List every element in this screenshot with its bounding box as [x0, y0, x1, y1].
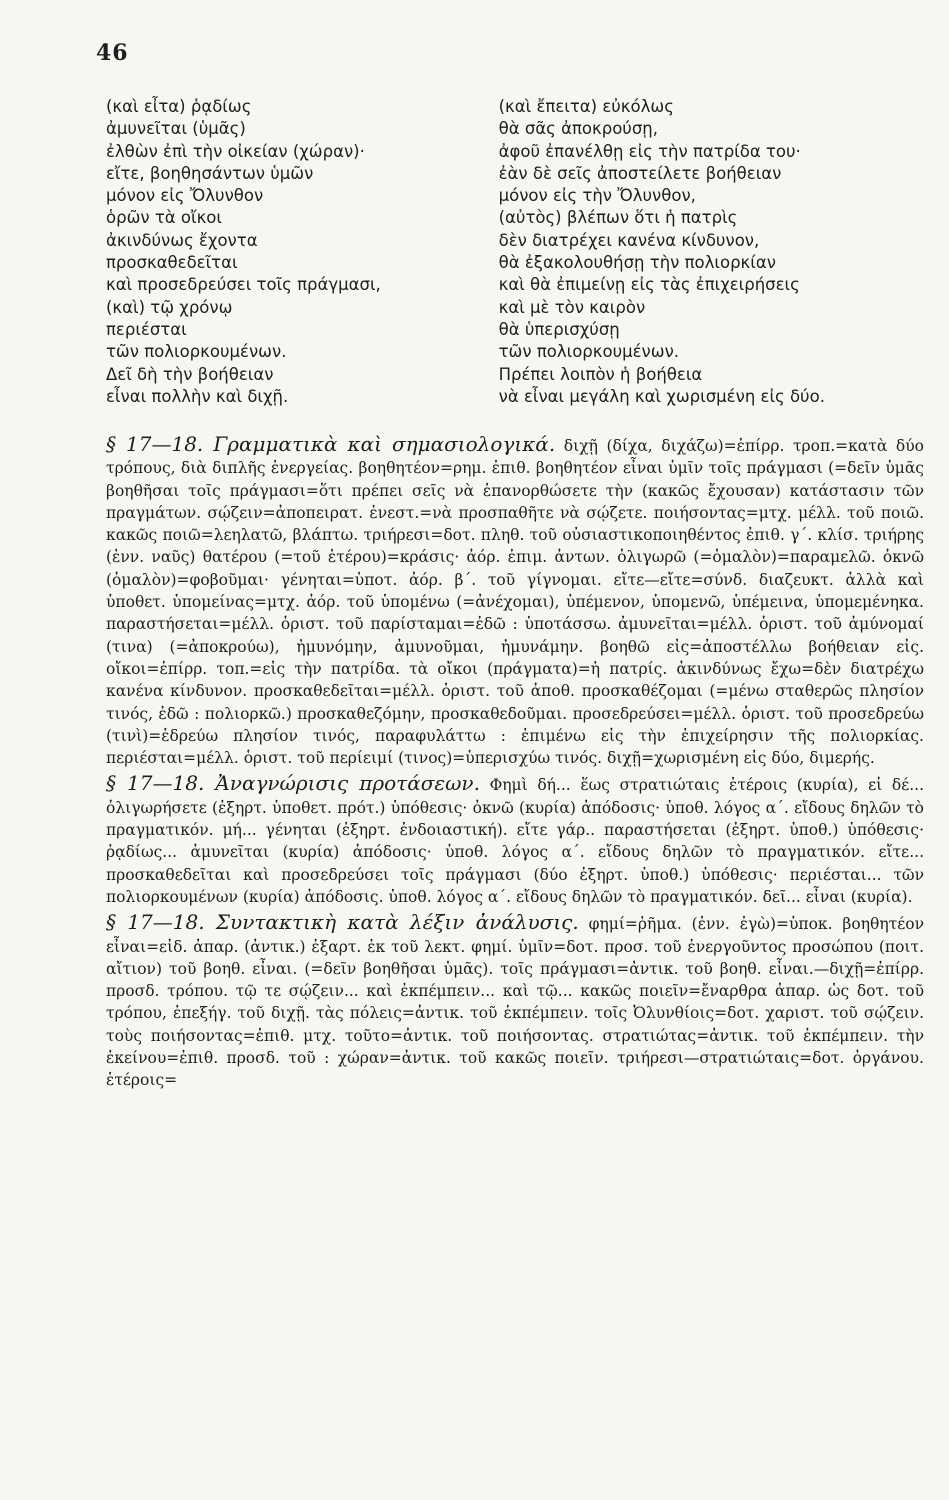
translation-line: ἐὰν δὲ σεῖς ἀποστείλετε βοήθειαν	[498, 163, 782, 183]
greek-line: ἀμυνεῖται (ὑμᾶς)	[106, 119, 246, 139]
section-syntax	[106, 911, 924, 1091]
greek-line: καὶ προσεδρεύσει τοῖς πράγμασι,	[106, 275, 381, 295]
greek-line: μόνον εἰς Ὄλυνθον	[106, 186, 264, 206]
translation-line: θὰ ἐξακολουθήσῃ τὴν πολιορκίαν	[498, 253, 776, 273]
commentary	[106, 433, 924, 1095]
parallel-translation	[106, 96, 926, 408]
section-body: φημί=ῥῆμα. (ἐνν. ἐγὼ)=ὑποκ. βοηθητέον εἶναι=εἰδ. ἀπαρ. (ἀντικ.) ἐξαρτ. ἐκ τοῦ λεκτ. φημί. ὑμῖν=δοτ. προσ. τοῦ ἐνεργοῦντος προσώπου (ποιτ. αἴτιον) τοῦ βοηθ. εἶναι. (=δεῖν βοηθῆσαι ὑμᾶς). τοῖς πράγμασι=ἀντικ. τοῦ βοηθ. εἶναι.—διχῇ=ἐπίρρ. προσδ. τρόπου. τῷ τε σῴζειν... καὶ ἐκπέμπειν... καὶ τῷ... κακῶς ποιεῖν=ἔναρθρα ἀπαρ. ὡς δοτ. τοῦ τρόπου, ἐπεξήγ. τοῦ διχῇ. τὰς πόλεις=ἀντικ. τοῦ ἐκπέμπειν. τοῖς Ὀλυνθίοις=δοτ. χαριστ. τοῦ σῴζειν. τοὺς ποιήσοντας=ἐπιθ. μτχ. τοῦτο=ἀντικ. τοῦ ποιήσοντας. στρατιώτας=ἀντικ. τοῦ ἐκπέμπειν. τὴν ἐκείνου=ἐπιθ. προσδ. τοῦ : χώραν=ἀντικ. τοῦ κακῶς ποιεῖν. τριήρεσι—στρατιώταις=δοτ. ὀργάνου. ἑτέροις=	[106, 915, 924, 1090]
translation-column	[499, 96, 926, 408]
section-heading: § 17—18. Συντακτικὴ κατὰ λέξιν ἀνάλυσις.	[106, 910, 579, 935]
greek-line: προσκαθεδεῖται	[106, 253, 238, 273]
section-grammar	[106, 433, 924, 769]
translation-line: νὰ εἶναι μεγάλη καὶ χωρισμένη εἰς δύο.	[498, 386, 825, 406]
section-heading: § 17—18. Ἀναγνώρισις προτάσεων.	[106, 771, 480, 796]
greek-line: ἀκινδύνως ἔχοντα	[106, 230, 258, 250]
section-body: διχῇ (δίχα, διχάζω)=ἐπίρρ. τροπ.=κατὰ δύο τρόπους, διὰ διπλῆς ἐνεργείας. βοηθητέον=ρημ. ἐπιθ. βοηθητέον εἶναι ὑμῖν τοῖς πράγμασι (=δεῖν ὑμᾶς βοηθῆσαι τοῖς πράγμασι=ὅτι πρέπει σεῖς νὰ ἐπανορθώσετε τὴν (κακῶς ἔχουσαν) κατάστασιν τῶν πραγμάτων. σῴζειν=ἀποπειρατ. ἐνεστ.=νὰ προσπαθῆτε νὰ σῴζετε. ποιήσοντας=μτχ. μέλλ. τοῦ ποιῶ. κακῶς ποιῶ=λεηλατῶ, βλάπτω. τριήρεσι=δοτ. πληθ. τοῦ οὐσιαστικοποιηθέντος ἐπιθ. γ΄. κλίσ. τριήρης (ἐνν. ναῦς) θατέρου (=τοῦ ἑτέρου)=κράσις· ἀόρ. ἐπιμ. ἀντων. ὀλιγωρῶ (=ὁμαλὸν)=παραμελῶ. ὀκνῶ (ὁμαλὸν)=φοβοῦμαι· γένηται=ὑποτ. ἀόρ. β΄. τοῦ γίγνομαι. εἴτε—εἴτε=σύνδ. διαζευκτ. ἀλλὰ καὶ ὑποθετ. ὑπομείνας=μτχ. ἀόρ. τοῦ ὑπομένω (=ἀνέχομαι), ὑπέμενον, ὑπομενῶ, ὑπέμεινα, ὑπομεμένηκα. παραστήσεται=μέλλ. ὁριστ. τοῦ παρίσταμαι=ἐδῶ : ὑποτάσσω. ἀμυνεῖται=μέλλ. ὁριστ. τοῦ ἀμύνομαί (τινα) (=ἀποκρούω), ἠμυνόμην, ἀμυνοῦμαι, ἠμυνάμην. βοηθῶ εἰς=ἀποστέλλω βοήθειαν εἰς. οἴκοι=ἐπίρρ. τοπ.=εἰς τὴν πατρίδα. τὰ οἴκοι (πράγματα)=ἡ πατρίς. ἀκινδύνως ἔχω=δὲν διατρέχω κανένα κίνδυνον. προσκαθεδεῖται=μέλλ. ὁριστ. τοῦ ἀποθ. προσκαθέζομαι (=μένω σταθερῶς πλησίον τινός, ἐδῶ : πολιορκῶ.) προσκαθεζόμην, προσκαθεδοῦμαι. προσεδρεύσει=μέλλ. ὁριστ. τοῦ προσεδρεύω (τινὶ)=ἑδρεύω πλησίον τινός, παραφυλάττω : ἐπιμένω εἰς τὴν ἐπιχείρησιν τῆς πολιορκίας. περιέσται=μέλλ. ὁριστ. τοῦ περίειμί (τινος)=ὑπερισχύω τινός. διχῇ=χωρισμένη εἰς δύο, διμερής.	[106, 437, 924, 768]
translation-line: καὶ θὰ ἐπιμείνῃ εἰς τὰς ἐπιχειρήσεις	[498, 275, 800, 295]
translation-line: ἀφοῦ ἐπανέλθῃ εἰς τὴν πατρίδα του·	[498, 141, 801, 161]
greek-line: περιέσται	[106, 319, 187, 339]
translation-line: (αὐτὸς) βλέπων ὅτι ἡ πατρὶς	[498, 208, 738, 228]
greek-line: εἶναι πολλὴν καὶ διχῇ.	[106, 386, 289, 406]
greek-text-column	[106, 96, 499, 408]
translation-line: δὲν διατρέχει κανένα κίνδυνον,	[498, 230, 760, 250]
section-body: Φημὶ δή... ἕως στρατιώταις ἑτέροις (κυρία), εἰ δέ... ὀλιγωρήσετε (ἐξηρτ. ὑποθετ. πρότ.) ὑπόθεσις· ὀκνῶ (κυρία) ἀπόδοσις· ὑποθ. λόγος α΄. εἴδους δηλῶν τὸ πραγματικόν. μή... γένηται (ἐξηρτ. ἐνδοιαστική). εἴτε γάρ.. παραστήσεται (ἐξηρτ. ὑποθ.) ὑπόθεσις· ῥᾳδίως... ἀμυνεῖται (κυρία) ἀπόδοσις· ὑποθ. λόγος α΄. εἴδους δηλῶν τὸ πραγματικόν. εἴτε... προσκαθεδεῖται καὶ προσεδρεύσει τοῖς πράγμασι (δύο ἐξηρτ. ὑποθ.) ὑπόθεσις· περιέσται... τῶν πολιορκουμένων (κυρία) ἀπόδοσις. ὑποθ. λόγος α΄. εἴδους δηλῶν τὸ πραγματικόν. δεῖ... εἶναι (κυρία).	[106, 776, 925, 906]
translation-line: θὰ σᾶς ἀποκρούσῃ,	[498, 119, 658, 139]
section-clauses	[106, 772, 924, 908]
translation-line: θὰ ὑπερισχύσῃ	[498, 319, 620, 339]
greek-line: ἐλθὼν ἐπὶ τὴν οἰκείαν (χώραν)·	[106, 141, 365, 161]
translation-line: μόνον εἰς τὴν Ὄλυνθον,	[498, 186, 696, 206]
greek-line: ὁρῶν τὰ οἴκοι	[106, 208, 222, 228]
greek-line: εἴτε, βοηθησάντων ὑμῶν	[106, 163, 314, 183]
page-number: 46	[96, 40, 129, 66]
translation-line: Πρέπει λοιπὸν ἡ βοήθεια	[498, 364, 703, 384]
greek-line: Δεῖ δὴ τὴν βοήθειαν	[106, 364, 274, 384]
greek-line: τῶν πολιορκουμένων.	[106, 342, 287, 362]
translation-line: καὶ μὲ τὸν καιρὸν	[498, 297, 646, 317]
section-heading: § 17—18. Γραμματικὰ καὶ σημασιολογικά.	[106, 432, 556, 456]
translation-line: (καὶ ἔπειτα) εὐκόλως	[498, 97, 674, 116]
greek-line: (καὶ) τῷ χρόνῳ	[106, 297, 233, 317]
translation-line: τῶν πολιορκουμένων.	[498, 342, 680, 362]
greek-line: (καὶ εἶτα) ῥᾳδίως	[106, 97, 252, 116]
